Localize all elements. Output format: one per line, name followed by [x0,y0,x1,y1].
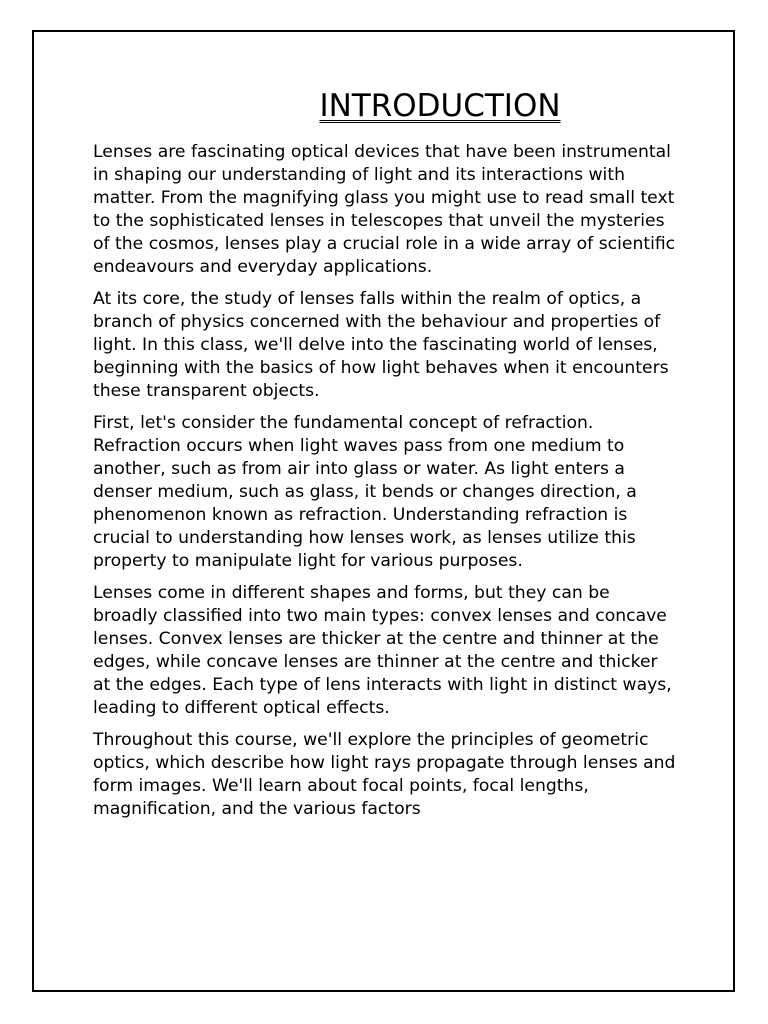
paragraph-5: Throughout this course, we'll explore the principles of geometric optics, which describe how light rays propagate through lenses and form images. We'll learn about focal points, focal lengths, magnification, and the various factors [93,730,676,819]
paragraph-1: Lenses are fascinating optical devices that have been instrumental in shaping our understanding of light and its interactions with matter. From the magnifying glass you might use to read small text to the sophisticated lenses in telescopes that unveil the mysteries of the cosmos, lenses play a crucial role in a wide array of scientific endeavours and everyday applications. [93,142,676,277]
document-body [93,141,678,830]
paragraph-3: First, let's consider the fundamental concept of refraction. Refraction occurs when light waves pass from one medium to another, such as from air into glass or water. As light enters a denser medium, such as glass, it bends or changes direction, a phenomenon known as refraction. Understanding refraction is crucial to understanding how lenses work, as lenses utilize this property to manipulate light for various purposes. [93,413,637,571]
paragraph-4: Lenses come in different shapes and forms, but they can be broadly classified into two main types: convex lenses and concave lenses. Convex lenses are thicker at the centre and thinner at the edges, while concave lenses are thinner at the centre and thicker at the edges. Each type of lens interacts with light in distinct ways, leading to different optical effects. [93,583,672,718]
page-title: INTRODUCTION [319,88,561,124]
paragraph-2: At its core, the study of lenses falls within the realm of optics, a branch of physics concerned with the behaviour and properties of light. In this class, we'll delve into the fascinating world of lenses, beginning with the basics of how light behaves when it encounters these transparent objects. [93,289,669,401]
